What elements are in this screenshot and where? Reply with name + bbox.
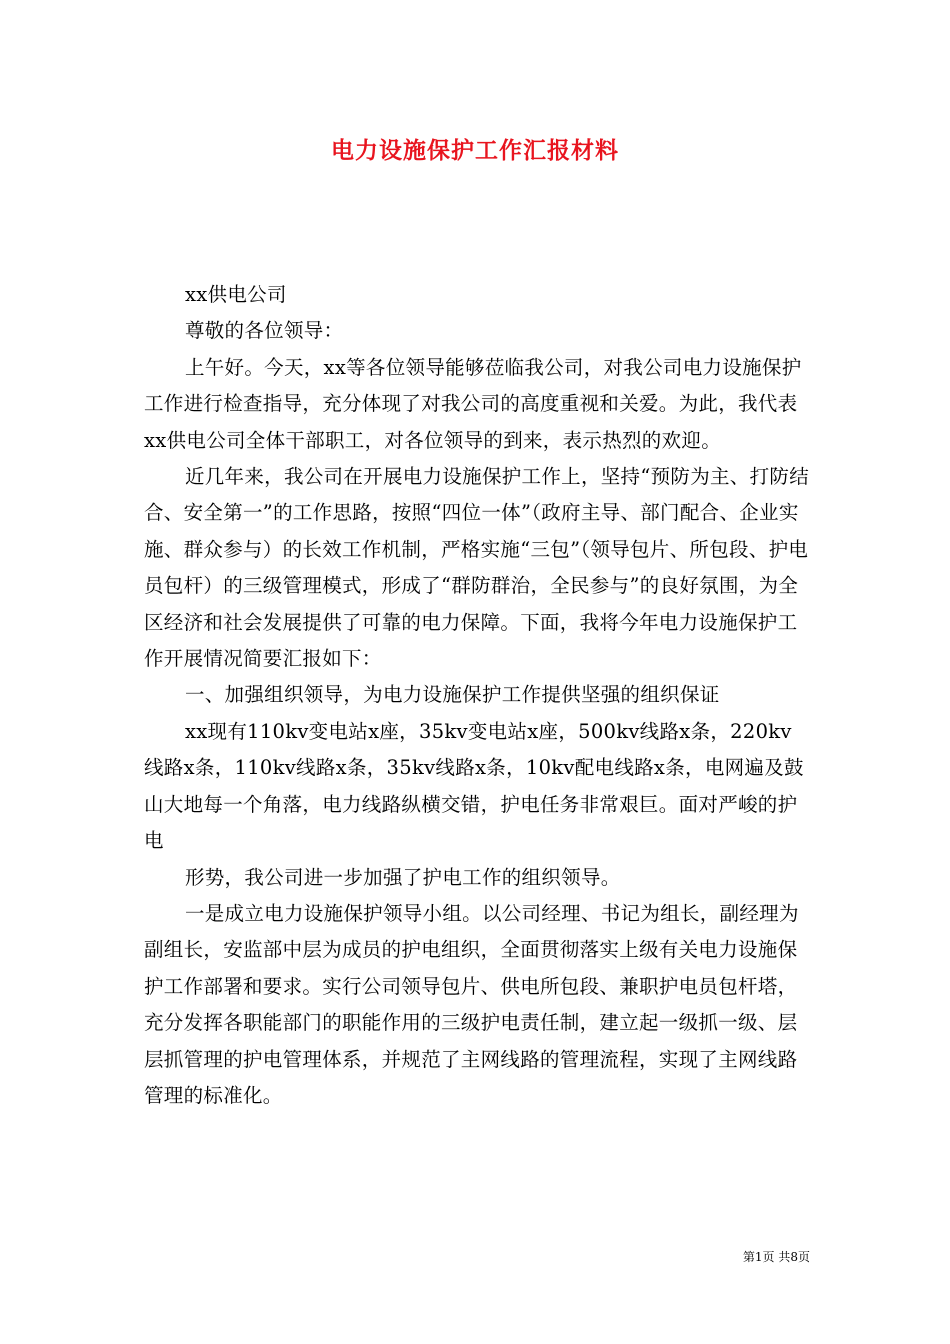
paragraph-grid-status: xx现有110kv变电站x座，35kv变电站x座，500kv线路x条，220kv线路x条，110kv线路x条，35kv线路x条，10kv配电线路x条，电网遍及鼓山大地每一个角落，电力线路纵横交错，护电任务非常艰巨。面对严峻的护电: [144, 719, 804, 853]
paragraph-leadership-group: 一是成立电力设施保护领导小组。以公司经理、书记为组长，副经理为副组长，安监部中层为成员的护电组织，全面贯彻落实上级有关电力设施保护工作部署和要求。实行公司领导包片、供电所包段、兼职护电员包杆塔，充分发挥各职能部门的职能作用的三级护电责任制，建立起一级抓一级、层层抓管理的护电管理体系，并规范了主网线路的管理流程，实现了主网线路管理的标准化。: [144, 901, 799, 1107]
paragraph-overview: 近几年来，我公司在开展电力设施保护工作上，坚持“预防为主、打防结合、安全第一”的工作思路，按照“四位一体”（政府主导、部门配合、企业实施、群众参与）的长效工作机制，严格实施“三包”（领导包片、所包段、护电员包杆）的三级管理模式，形成了“群防群治，全民参与”的良好氛围，为全区经济和社会发展提供了可靠的电力保障。下面，我将今年电力设施保护工作开展情况简要汇报如下：: [144, 465, 810, 671]
page-number: 第1页 共8页: [742, 1250, 810, 1264]
document-title: 电力设施保护工作汇报材料: [331, 137, 619, 164]
section-heading-1: 一、加强组织领导，为电力设施保护工作提供坚强的组织保证: [184, 683, 720, 707]
document-body: [144, 277, 810, 1114]
paragraph-company: xx供电公司: [184, 283, 287, 306]
paragraph-salutation: 尊敬的各位领导：: [184, 319, 344, 343]
paragraph-situation: 形势，我公司进一步加强了护电工作的组织领导。: [184, 865, 621, 889]
paragraph-greeting: 上午好。今天，xx等各位领导能够莅临我公司，对我公司电力设施保护工作进行检查指导，充分体现了对我公司的高度重视和关爱。为此，我代表xx供电公司全体干部职工，对各位领导的到来，表示热烈的欢迎。: [144, 355, 802, 452]
